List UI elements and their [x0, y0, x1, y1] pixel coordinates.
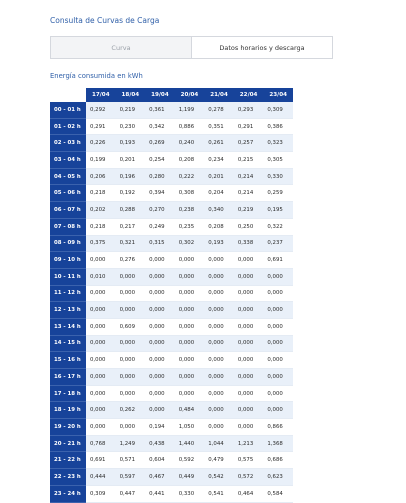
table-cell-kwh: 0,467	[145, 469, 175, 486]
table-cell-kwh: 0,609	[116, 319, 146, 336]
table-row	[50, 135, 293, 152]
row-header-hour: 20 - 21 h	[50, 436, 86, 453]
table-cell-kwh: 0,000	[263, 386, 293, 403]
table-cell-kwh: 0,226	[86, 135, 116, 152]
table-cell-kwh: 0,261	[204, 135, 234, 152]
table-cell-kwh: 0,292	[86, 102, 116, 119]
table-cell-kwh: 0,000	[204, 419, 234, 436]
table-cell-kwh: 0,592	[175, 452, 205, 469]
table-cell-kwh: 0,215	[234, 152, 264, 169]
table-row	[50, 202, 293, 219]
table-cell-kwh: 0,000	[204, 386, 234, 403]
table-cell-kwh: 0,208	[175, 152, 205, 169]
table-cell-kwh: 1,044	[204, 436, 234, 453]
table-cell-kwh: 0,000	[234, 269, 264, 286]
table-cell-kwh: 0,000	[204, 302, 234, 319]
table-cell-kwh: 0,193	[204, 236, 234, 253]
table-cell-kwh: 0,330	[175, 486, 205, 503]
table-cell-kwh: 1,249	[116, 436, 146, 453]
table-cell-kwh: 0,338	[234, 236, 264, 253]
table-row	[50, 219, 293, 236]
table-row	[50, 236, 293, 253]
row-header-hour: 03 - 04 h	[50, 152, 86, 169]
table-cell-kwh: 0,000	[145, 402, 175, 419]
table-cell-kwh: 0,195	[263, 202, 293, 219]
table-row	[50, 169, 293, 186]
table-cell-kwh: 0,000	[204, 319, 234, 336]
column-header-date: 19/04	[145, 88, 175, 102]
table-cell-kwh: 0,278	[204, 102, 234, 119]
table-cell-kwh: 0,000	[86, 319, 116, 336]
table-cell-kwh: 0,000	[175, 286, 205, 303]
table-cell-kwh: 0,623	[263, 469, 293, 486]
table-cell-kwh: 0,269	[145, 135, 175, 152]
table-cell-kwh: 0,000	[234, 419, 264, 436]
row-header-hour: 11 - 12 h	[50, 286, 86, 303]
table-cell-kwh: 0,000	[234, 386, 264, 403]
column-header-date: 21/04	[204, 88, 234, 102]
table-cell-kwh: 0,000	[116, 286, 146, 303]
table-cell-kwh: 0,000	[204, 286, 234, 303]
table-cell-kwh: 0,000	[145, 286, 175, 303]
table-cell-kwh: 0,219	[116, 102, 146, 119]
table-cell-kwh: 0,484	[175, 402, 205, 419]
table-row	[50, 302, 293, 319]
row-header-hour: 12 - 13 h	[50, 302, 86, 319]
table-cell-kwh: 0,000	[86, 286, 116, 303]
table-cell-kwh: 0,000	[175, 269, 205, 286]
table-cell-kwh: 0,449	[175, 469, 205, 486]
table-cell-kwh: 0,206	[86, 169, 116, 186]
table-row	[50, 269, 293, 286]
row-header-hour: 22 - 23 h	[50, 469, 86, 486]
row-header-hour: 21 - 22 h	[50, 452, 86, 469]
table-cell-kwh: 0,000	[204, 252, 234, 269]
table-row	[50, 252, 293, 269]
tab-datos-horarios[interactable]: Datos horarios y descarga	[191, 37, 332, 58]
row-header-hour: 19 - 20 h	[50, 419, 86, 436]
table-cell-kwh: 0,000	[145, 269, 175, 286]
column-header-date: 20/04	[175, 88, 205, 102]
table-cell-kwh: 0,250	[234, 219, 264, 236]
column-header-date: 17/04	[86, 88, 116, 102]
table-cell-kwh: 0,321	[116, 236, 146, 253]
row-header-hour: 14 - 15 h	[50, 336, 86, 353]
table-cell-kwh: 0,270	[145, 202, 175, 219]
table-cell-kwh: 0,000	[116, 269, 146, 286]
table-cell-kwh: 0,000	[175, 369, 205, 386]
table-cell-kwh: 0,441	[145, 486, 175, 503]
table-cell-kwh: 0,000	[145, 252, 175, 269]
column-header-date: 18/04	[116, 88, 146, 102]
table-cell-kwh: 0,575	[234, 452, 264, 469]
table-cell-kwh: 0,000	[86, 386, 116, 403]
table-cell-kwh: 0,201	[204, 169, 234, 186]
table-cell-kwh: 0,222	[175, 169, 205, 186]
column-header-date: 23/04	[263, 88, 293, 102]
table-cell-kwh: 0,768	[86, 436, 116, 453]
table-cell-kwh: 0,000	[263, 269, 293, 286]
row-header-hour: 09 - 10 h	[50, 252, 86, 269]
row-header-hour: 23 - 24 h	[50, 486, 86, 503]
table-cell-kwh: 0,000	[234, 319, 264, 336]
table-cell-kwh: 0,000	[145, 352, 175, 369]
table-cell-kwh: 0,000	[86, 352, 116, 369]
row-header-hour: 08 - 09 h	[50, 236, 86, 253]
row-header-hour: 13 - 14 h	[50, 319, 86, 336]
table-cell-kwh: 0,000	[145, 319, 175, 336]
table-cell-kwh: 0,000	[116, 352, 146, 369]
table-cell-kwh: 0,686	[263, 452, 293, 469]
table-cell-kwh: 0,293	[234, 102, 264, 119]
table-cell-kwh: 0,394	[145, 185, 175, 202]
table-cell-kwh: 0,214	[234, 169, 264, 186]
table-cell-kwh: 0,000	[234, 352, 264, 369]
table-cell-kwh: 1,368	[263, 436, 293, 453]
table-cell-kwh: 0,192	[116, 185, 146, 202]
table-corner-cell	[50, 88, 86, 102]
table-cell-kwh: 0,000	[204, 369, 234, 386]
table-cell-kwh: 0,000	[86, 369, 116, 386]
table-cell-kwh: 0,604	[145, 452, 175, 469]
table-cell-kwh: 0,291	[86, 119, 116, 136]
tab-curva[interactable]: Curva	[51, 37, 191, 58]
table-cell-kwh: 0,444	[86, 469, 116, 486]
row-header-hour: 15 - 16 h	[50, 352, 86, 369]
table-cell-kwh: 0,000	[234, 302, 264, 319]
table-cell-kwh: 0,235	[175, 219, 205, 236]
row-header-hour: 00 - 01 h	[50, 102, 86, 119]
table-cell-kwh: 0,375	[86, 236, 116, 253]
table-row	[50, 452, 293, 469]
table-cell-kwh: 0,238	[175, 202, 205, 219]
row-header-hour: 10 - 11 h	[50, 269, 86, 286]
table-cell-kwh: 0,438	[145, 436, 175, 453]
table-row	[50, 386, 293, 403]
row-header-hour: 01 - 02 h	[50, 119, 86, 136]
row-header-hour: 05 - 06 h	[50, 185, 86, 202]
table-cell-kwh: 0,257	[234, 135, 264, 152]
table-cell-kwh: 0,866	[263, 419, 293, 436]
table-row	[50, 469, 293, 486]
row-header-hour: 04 - 05 h	[50, 169, 86, 186]
table-cell-kwh: 0,249	[145, 219, 175, 236]
table-cell-kwh: 1,050	[175, 419, 205, 436]
table-cell-kwh: 0,000	[175, 336, 205, 353]
table-row	[50, 402, 293, 419]
table-header-row	[50, 88, 293, 102]
hourly-consumption-table	[50, 88, 293, 503]
table-cell-kwh: 0,000	[86, 402, 116, 419]
table-cell-kwh: 0,000	[116, 302, 146, 319]
table-cell-kwh: 0,000	[204, 352, 234, 369]
table-body	[50, 102, 293, 503]
table-cell-kwh: 0,323	[263, 135, 293, 152]
table-cell-kwh: 0,000	[116, 386, 146, 403]
table-cell-kwh: 0,000	[175, 386, 205, 403]
table-cell-kwh: 0,291	[234, 119, 264, 136]
table-row	[50, 286, 293, 303]
table-cell-kwh: 0,262	[116, 402, 146, 419]
table-cell-kwh: 0,541	[204, 486, 234, 503]
table-cell-kwh: 0,280	[145, 169, 175, 186]
table-cell-kwh: 0,276	[116, 252, 146, 269]
table-cell-kwh: 0,479	[204, 452, 234, 469]
table-cell-kwh: 0,000	[234, 286, 264, 303]
table-cell-kwh: 0,000	[86, 336, 116, 353]
table-cell-kwh: 0,000	[86, 252, 116, 269]
table-cell-kwh: 0,000	[234, 369, 264, 386]
table-cell-kwh: 0,218	[86, 185, 116, 202]
table-cell-kwh: 0,691	[263, 252, 293, 269]
table-row	[50, 185, 293, 202]
table-cell-kwh: 0,305	[263, 152, 293, 169]
table-cell-kwh: 0,000	[263, 319, 293, 336]
table-cell-kwh: 1,440	[175, 436, 205, 453]
row-header-hour: 06 - 07 h	[50, 202, 86, 219]
table-cell-kwh: 0,240	[175, 135, 205, 152]
table-cell-kwh: 0,330	[263, 169, 293, 186]
table-row	[50, 436, 293, 453]
table-cell-kwh: 0,322	[263, 219, 293, 236]
table-cell-kwh: 0,000	[175, 252, 205, 269]
table-cell-kwh: 0,204	[204, 185, 234, 202]
table-cell-kwh: 0,340	[204, 202, 234, 219]
table-cell-kwh: 0,302	[175, 236, 205, 253]
table-cell-kwh: 0,542	[204, 469, 234, 486]
table-cell-kwh: 0,000	[116, 336, 146, 353]
table-cell-kwh: 0,308	[175, 185, 205, 202]
table-cell-kwh: 0,000	[204, 269, 234, 286]
table-cell-kwh: 0,000	[234, 336, 264, 353]
table-cell-kwh: 0,237	[263, 236, 293, 253]
table-cell-kwh: 0,386	[263, 119, 293, 136]
table-cell-kwh: 0,000	[263, 402, 293, 419]
row-header-hour: 18 - 19 h	[50, 402, 86, 419]
page-title: Consulta de Curvas de Carga	[50, 16, 160, 25]
table-cell-kwh: 0,000	[263, 286, 293, 303]
table-cell-kwh: 1,199	[175, 102, 205, 119]
table-cell-kwh: 0,000	[234, 402, 264, 419]
table-cell-kwh: 0,259	[263, 185, 293, 202]
table-row	[50, 102, 293, 119]
table-cell-kwh: 0,571	[116, 452, 146, 469]
table-cell-kwh: 0,309	[263, 102, 293, 119]
table-cell-kwh: 0,208	[204, 219, 234, 236]
table-cell-kwh: 0,193	[116, 135, 146, 152]
table-cell-kwh: 0,342	[145, 119, 175, 136]
table-cell-kwh: 0,315	[145, 236, 175, 253]
table-cell-kwh: 0,214	[234, 185, 264, 202]
table-cell-kwh: 0,000	[86, 419, 116, 436]
table-cell-kwh: 0,886	[175, 119, 205, 136]
table-row	[50, 319, 293, 336]
table-cell-kwh: 0,351	[204, 119, 234, 136]
view-tabs	[50, 36, 333, 59]
table-cell-kwh: 0,000	[145, 336, 175, 353]
table-cell-kwh: 0,000	[116, 419, 146, 436]
table-cell-kwh: 0,288	[116, 202, 146, 219]
table-cell-kwh: 0,218	[86, 219, 116, 236]
table-cell-kwh: 1,213	[234, 436, 264, 453]
table-cell-kwh: 0,219	[234, 202, 264, 219]
row-header-hour: 02 - 03 h	[50, 135, 86, 152]
table-cell-kwh: 0,464	[234, 486, 264, 503]
table-row	[50, 369, 293, 386]
table-cell-kwh: 0,000	[175, 319, 205, 336]
table-cell-kwh: 0,201	[116, 152, 146, 169]
row-header-hour: 07 - 08 h	[50, 219, 86, 236]
table-cell-kwh: 0,202	[86, 202, 116, 219]
table-cell-kwh: 0,254	[145, 152, 175, 169]
table-cell-kwh: 0,309	[86, 486, 116, 503]
table-cell-kwh: 0,000	[263, 302, 293, 319]
table-cell-kwh: 0,000	[175, 302, 205, 319]
table-cell-kwh: 0,000	[145, 302, 175, 319]
table-cell-kwh: 0,000	[204, 402, 234, 419]
column-header-date: 22/04	[234, 88, 264, 102]
table-cell-kwh: 0,194	[145, 419, 175, 436]
table-cell-kwh: 0,234	[204, 152, 234, 169]
table-cell-kwh: 0,000	[263, 352, 293, 369]
table-row	[50, 352, 293, 369]
table-cell-kwh: 0,000	[234, 252, 264, 269]
table-cell-kwh: 0,597	[116, 469, 146, 486]
table-cell-kwh: 0,000	[145, 369, 175, 386]
table-row	[50, 419, 293, 436]
table-cell-kwh: 0,000	[175, 352, 205, 369]
row-header-hour: 16 - 17 h	[50, 369, 86, 386]
table-cell-kwh: 0,000	[263, 369, 293, 386]
table-cell-kwh: 0,000	[116, 369, 146, 386]
table-cell-kwh: 0,000	[263, 336, 293, 353]
table-row	[50, 336, 293, 353]
row-header-hour: 17 - 18 h	[50, 386, 86, 403]
table-cell-kwh: 0,361	[145, 102, 175, 119]
table-cell-kwh: 0,000	[86, 302, 116, 319]
table-cell-kwh: 0,572	[234, 469, 264, 486]
table-cell-kwh: 0,230	[116, 119, 146, 136]
table-row	[50, 152, 293, 169]
table-cell-kwh: 0,000	[145, 386, 175, 403]
table-cell-kwh: 0,199	[86, 152, 116, 169]
section-title: Energía consumida en kWh	[50, 72, 143, 80]
table-cell-kwh: 0,196	[116, 169, 146, 186]
table-cell-kwh: 0,691	[86, 452, 116, 469]
table-cell-kwh: 0,000	[204, 336, 234, 353]
table-cell-kwh: 0,010	[86, 269, 116, 286]
table-cell-kwh: 0,584	[263, 486, 293, 503]
table-cell-kwh: 0,447	[116, 486, 146, 503]
table-cell-kwh: 0,217	[116, 219, 146, 236]
table-row	[50, 119, 293, 136]
